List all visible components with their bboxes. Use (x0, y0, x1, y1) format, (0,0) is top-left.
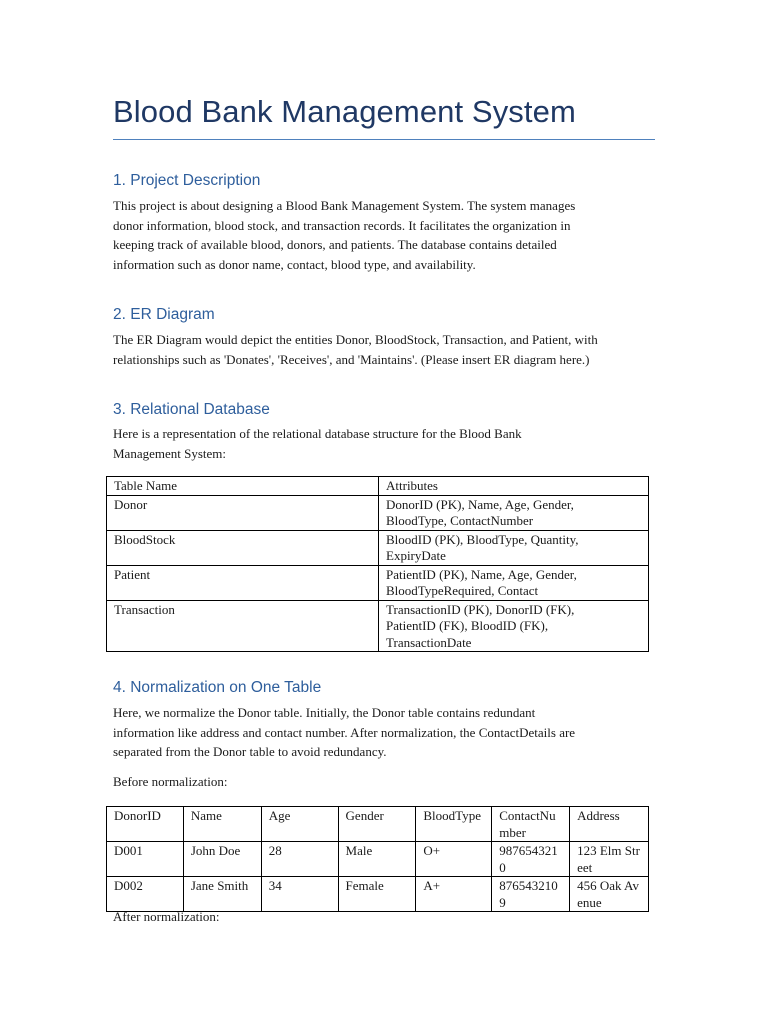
table-name-cell: Transaction (107, 600, 379, 652)
paragraph-line: information such as donor name, contact, blood type, and availability. (113, 256, 476, 272)
section-heading-relational-database: 3. Relational Database (113, 401, 270, 418)
attributes-cell (379, 495, 649, 530)
attribute-line: BloodID (PK), BloodType, Quantity, (386, 531, 579, 547)
table-header-row (107, 477, 649, 496)
project-description-paragraph (113, 196, 658, 274)
table-header-cell: ContactNumber (492, 807, 570, 842)
relational-database-paragraph (113, 424, 658, 463)
paragraph-line: Here, we normalize the Donor table. Initially, the Donor table contains redundant (113, 705, 536, 720)
paragraph-line: keeping track of available blood, donors, and patients. The database contains detailed (113, 237, 557, 252)
table-name-cell: Patient (107, 565, 379, 600)
attribute-line: DonorID (PK), Name, Age, Gender, (386, 496, 574, 512)
attribute-line: BloodType, ContactNumber (386, 513, 534, 528)
attribute-line: TransactionDate (386, 634, 472, 650)
er-diagram-paragraph (113, 330, 658, 369)
table-cell: 9876543210 (492, 842, 570, 877)
paragraph-line: donor information, blood stock, and transaction records. It facilitates the organization in (113, 217, 571, 233)
table-header-cell: Attributes (379, 477, 649, 496)
title-divider (113, 139, 655, 140)
attribute-line: BloodTypeRequired, Contact (386, 583, 539, 598)
table-row (107, 842, 649, 877)
attribute-line: ExpiryDate (386, 548, 446, 563)
section-heading-normalization: 4. Normalization on One Table (113, 679, 322, 696)
table-cell: D001 (107, 842, 184, 877)
attribute-line: TransactionID (PK), DonorID (FK), (386, 601, 575, 617)
table-header-row (107, 807, 649, 842)
table-cell: 456 Oak Avenue (570, 877, 649, 912)
attribute-line: PatientID (FK), BloodID (FK), (386, 618, 549, 633)
table-cell: John Doe (183, 842, 261, 877)
table-cell: Female (338, 877, 416, 912)
before-normalization-table (106, 806, 649, 912)
table-header-cell: Table Name (107, 477, 379, 496)
paragraph-line: information like address and contact number. After normalization, the ContactDetails are (113, 724, 576, 740)
relational-database-table (106, 476, 649, 652)
paragraph-line: separated from the Donor table to avoid redundancy. (113, 744, 387, 759)
paragraph-line: This project is about designing a Blood Bank Management System. The system manages (113, 198, 576, 213)
table-header-cell: Gender (338, 807, 416, 842)
section-heading-er-diagram: 2. ER Diagram (113, 306, 215, 323)
after-normalization-label: After normalization: (113, 909, 220, 924)
normalization-paragraph (113, 703, 658, 762)
table-cell: 28 (261, 842, 338, 877)
table-cell: 123 Elm Street (570, 842, 649, 877)
section-heading-project-description: 1. Project Description (113, 172, 261, 189)
table-header-cell: DonorID (107, 807, 184, 842)
paragraph-line: Here is a representation of the relational database structure for the Blood Bank (113, 426, 522, 441)
table-row (107, 565, 649, 600)
document-title: Blood Bank Management System (113, 94, 576, 129)
table-cell: O+ (416, 842, 492, 877)
table-name-cell: Donor (107, 495, 379, 530)
before-normalization-label: Before normalization: (113, 774, 228, 789)
paragraph-line: The ER Diagram would depict the entities Donor, BloodStock, Transaction, and Patient, with (113, 332, 598, 347)
table-header-cell: Age (261, 807, 338, 842)
table-cell: 34 (261, 877, 338, 912)
paragraph-line: relationships such as 'Donates', 'Receives', and 'Maintains'. (Please insert ER diagram here.) (113, 351, 590, 367)
table-row (107, 600, 649, 652)
table-header-cell: Address (570, 807, 649, 842)
attribute-line: PatientID (PK), Name, Age, Gender, (386, 566, 577, 582)
attributes-cell (379, 600, 649, 652)
attributes-cell (379, 530, 649, 565)
table-header-cell: Name (183, 807, 261, 842)
table-cell: D002 (107, 877, 184, 912)
paragraph-line: Management System: (113, 445, 227, 461)
table-cell: Male (338, 842, 416, 877)
table-header-cell: BloodType (416, 807, 492, 842)
table-cell: 8765432109 (492, 877, 570, 912)
table-cell: A+ (416, 877, 492, 912)
table-row (107, 495, 649, 530)
attributes-cell (379, 565, 649, 600)
table-name-cell: BloodStock (107, 530, 379, 565)
table-row (107, 530, 649, 565)
table-cell: Jane Smith (183, 877, 261, 912)
